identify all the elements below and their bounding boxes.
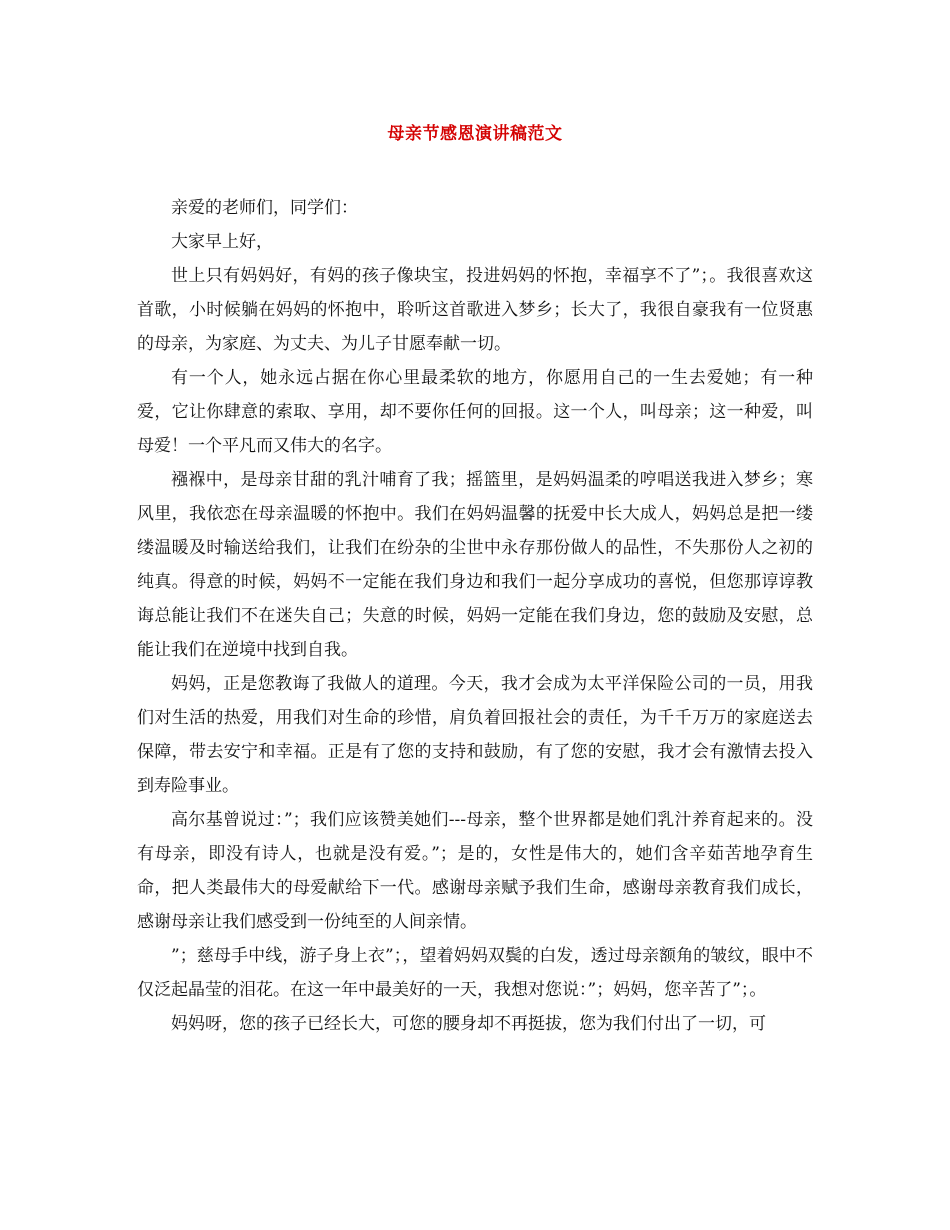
paragraph-salutation: 亲爱的老师们，同学们： [171, 198, 358, 218]
paragraph: ”；慈母手中线，游子身上衣”；，望着妈妈双鬓的白发，透过母亲额角的皱纹，眼中不仅泛起晶莹的泪花。在这一年中最美好的一天，我想对您说：”；妈妈，您辛苦了”；。 [137, 946, 813, 1000]
paragraph-greeting: 大家早上好， [171, 232, 273, 252]
paragraph: 有一个人，她永远占据在你心里最柔软的地方，你愿用自己的一生去爱她；有一种爱，它让你肆意的索取、享用，却不要你任何的回报。这一个人，叫母亲；这一种爱，叫母爱！一个平凡而又伟大的名字。 [137, 368, 813, 456]
paragraph: 高尔基曾说过：”；我们应该赞美她们---母亲，整个世界都是她们乳汁养育起来的。没有母亲，即没有诗人，也就是没有爱。”；是的，女性是伟大的，她们含辛茹苦地孕育生命，把人类最伟大的母爱献给下一代。感谢母亲赋予我们生命，感谢母亲教育我们成长，感谢母亲让我们感受到一份纯至的人间亲情。 [137, 810, 813, 932]
paragraph: 襁褓中，是母亲甘甜的乳汁哺育了我；摇篮里，是妈妈温柔的哼唱送我进入梦乡；寒风里，我依恋在母亲温暖的怀抱中。我们在妈妈温馨的抚爱中长大成人，妈妈总是把一缕缕温暖及时输送给我们，让我们在纷杂的尘世中永存那份做人的品性，不失那份人之初的纯真。得意的时候，妈妈不一定能在我们身边和我们一起分享成功的喜悦，但您那谆谆教诲总能让我们不在迷失自己；失意的时候，妈妈一定能在我们身边，您的鼓励及安慰，总能让我们在逆境中找到自我。 [137, 470, 813, 660]
paragraph: 妈妈，正是您教诲了我做人的道理。今天，我才会成为太平洋保险公司的一员，用我们对生活的热爱，用我们对生命的珍惜，肩负着回报社会的责任，为千千万万的家庭送去保障，带去安宁和幸福。正是有了您的支持和鼓励，有了您的安慰，我才会有激情去投入到寿险事业。 [137, 674, 813, 796]
document-title: 母亲节感恩演讲稿范文 [387, 124, 563, 144]
paragraph: 世上只有妈妈好，有妈的孩子像块宝，投进妈妈的怀抱，幸福享不了”；。我很喜欢这首歌，小时候躺在妈妈的怀抱中，聆听这首歌进入梦乡；长大了，我很自豪我有一位贤惠的母亲，为家庭、为丈夫、为儿子甘愿奉献一切。 [137, 266, 813, 354]
document-body [137, 191, 813, 1041]
paragraph: 妈妈呀，您的孩子已经长大，可您的腰身却不再挺拔，您为我们付出了一切，可 [171, 1014, 766, 1034]
